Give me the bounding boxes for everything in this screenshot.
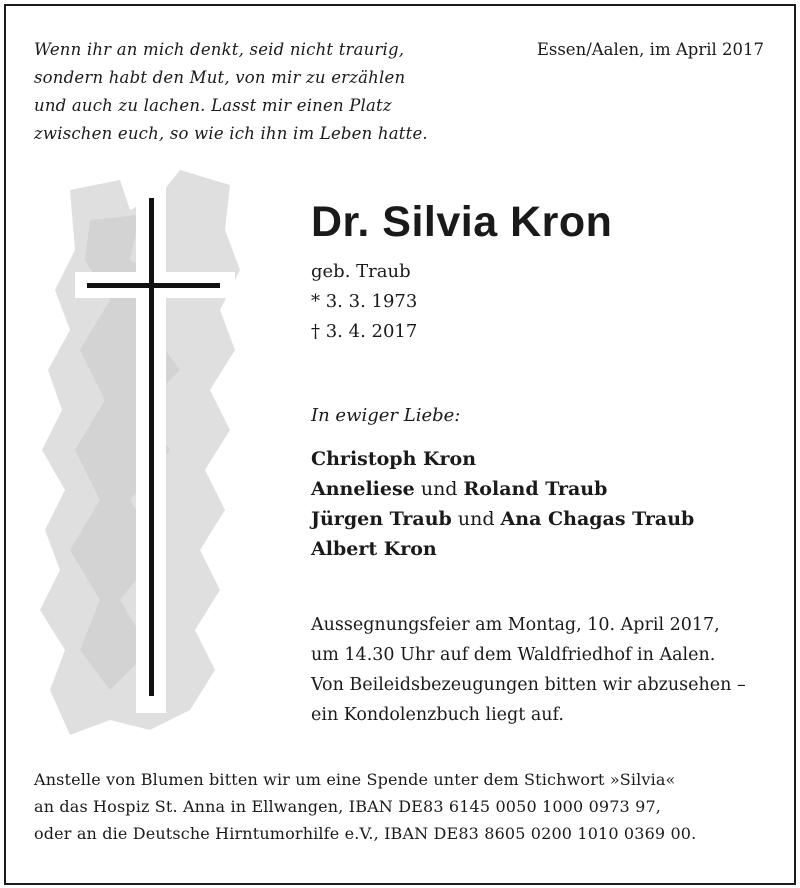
deceased-details [311, 257, 417, 347]
mourner-line [311, 444, 694, 474]
funeral-line: um 14.30 Uhr auf dem Waldfriedhof in Aalen. [311, 645, 716, 665]
mourner-name: Anneliese [311, 478, 415, 500]
donation-info [34, 766, 696, 847]
mourner-name: Albert Kron [311, 538, 437, 560]
conjunction: und [457, 508, 495, 530]
mourner-name: Jürgen Traub [311, 508, 452, 530]
donation-line: oder an die Deutsche Hirntumorhilfe e.V., IBAN DE83 8605 0200 1010 0369 00. [34, 824, 697, 843]
mourner-name: Ana Chagas Traub [500, 508, 695, 530]
poem-line: sondern habt den Mut, von mir zu erzählen [34, 68, 406, 87]
mourner-line [311, 504, 694, 534]
poem-line: Wenn ihr an mich denkt, seid nicht traurig, [34, 40, 405, 59]
cross-icon [30, 150, 270, 750]
mourner-line [311, 534, 694, 564]
conjunction: und [420, 478, 458, 500]
mourner-name: Roland Traub [463, 478, 608, 500]
funeral-line: Aussegnungsfeier am Montag, 10. April 2017, [311, 615, 720, 635]
donation-line: Anstelle von Blumen bitten wir um eine Spende unter dem Stichwort »Silvia« [34, 770, 676, 789]
donation-line: an das Hospiz St. Anna in Ellwangen, IBAN DE83 6145 0050 1000 0973 97, [34, 797, 662, 816]
mourners-intro: In ewiger Liebe: [311, 405, 461, 426]
funeral-line: Von Beileidsbezeugungen bitten wir abzusehen – [311, 675, 746, 695]
birth-name: geb. Traub [311, 261, 411, 282]
mourners-list [311, 444, 694, 564]
poem-line: zwischen euch, so wie ich ihn im Leben hatte. [34, 124, 428, 143]
deceased-name: Dr. Silvia Kron [311, 198, 613, 246]
poem-line: und auch zu lachen. Lasst mir einen Platz [34, 96, 392, 115]
mourner-name: Christoph Kron [311, 448, 477, 470]
funeral-info [311, 610, 746, 730]
place-date: Essen/Aalen, im April 2017 [536, 40, 764, 59]
birth-date: * 3. 3. 1973 [311, 291, 418, 312]
poem [34, 36, 428, 148]
mourner-line [311, 474, 694, 504]
death-date: † 3. 4. 2017 [311, 321, 418, 342]
funeral-line: ein Kondolenzbuch liegt auf. [311, 705, 564, 725]
